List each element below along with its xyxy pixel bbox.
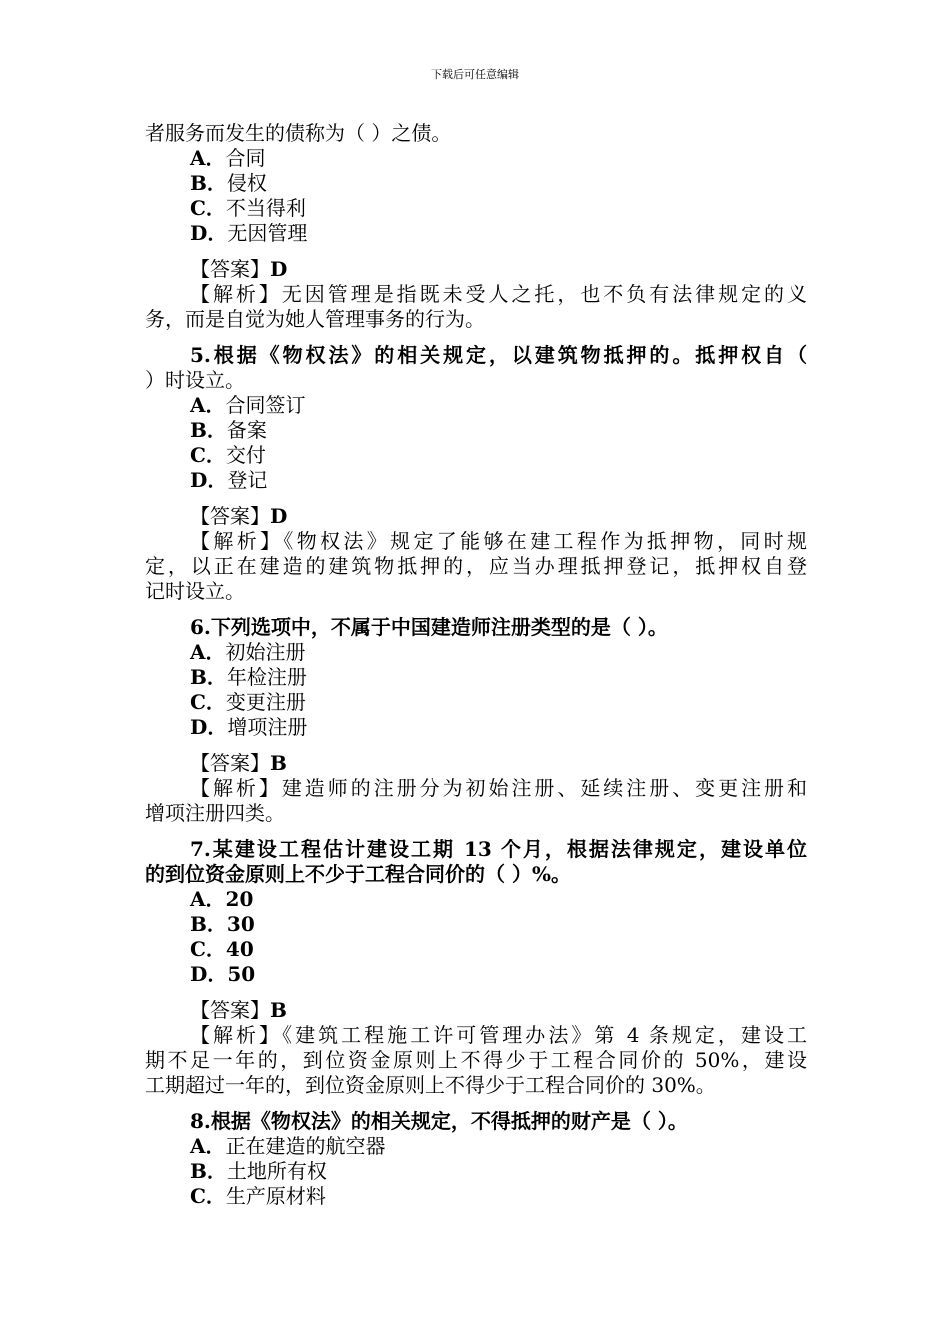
- analysis-line: 务，而是自觉为她人管理事务的行为。: [145, 307, 485, 331]
- analysis-line: 【解析】《建筑工程施工许可管理办法》第 4 条规定，建设工: [190, 1023, 807, 1047]
- analysis-line: 【解析】《物权法》规定了能够在建工程作为抵押物，同时规: [190, 529, 807, 553]
- answer: 【答案】D: [190, 257, 288, 281]
- question-6: 6.下列选项中，不属于中国建造师注册类型的是（ ）。: [190, 615, 668, 639]
- question-4-tail: 者服务而发生的债称为（ ）之债。: [145, 121, 452, 145]
- option-c: C．40: [190, 937, 254, 961]
- option-c: C．不当得利: [190, 196, 306, 220]
- option-c: C．交付: [190, 443, 266, 467]
- analysis-line: 定，以正在建造的建筑物抵押的，应当办理抵押登记，抵押权自登: [145, 554, 807, 578]
- analysis-line: 【解析】建造师的注册分为初始注册、延续注册、变更注册和: [190, 776, 807, 800]
- answer: 【答案】B: [190, 751, 287, 775]
- option-d: D．登记: [190, 468, 268, 492]
- page-header: 下载后可任意编辑: [431, 68, 519, 81]
- option-a: A．合同签订: [190, 393, 306, 417]
- option-b: B．备案: [190, 418, 267, 442]
- option-b: B．侵权: [190, 171, 267, 195]
- option-c: C．生产原材料: [190, 1184, 326, 1208]
- analysis-line: 期不足一年的，到位资金原则上不得少于工程合同价的 50%，建设: [145, 1048, 807, 1072]
- option-b: B．30: [190, 912, 255, 936]
- analysis-line: 工期超过一年的，到位资金原则上不得少于工程合同价的 30%。: [145, 1073, 716, 1097]
- option-d: D．无因管理: [190, 221, 308, 245]
- option-c: C．变更注册: [190, 690, 306, 714]
- question-5-cont: ）时设立。: [145, 368, 245, 392]
- question-5: 5.根据《物权法》的相关规定，以建筑物抵押的。抵押权自（: [190, 343, 807, 367]
- analysis-line: 【解析】无因管理是指既未受人之托，也不负有法律规定的义: [190, 282, 807, 306]
- question-7-cont: 的到位资金原则上不少于工程合同价的（ ）%。: [145, 862, 571, 886]
- analysis-line: 记时设立。: [145, 579, 245, 603]
- option-d: D．50: [190, 962, 256, 986]
- option-a: A．初始注册: [190, 640, 306, 664]
- option-a: A．20: [190, 887, 254, 911]
- answer: 【答案】D: [190, 504, 288, 528]
- option-b: B．年检注册: [190, 665, 307, 689]
- option-b: B．土地所有权: [190, 1159, 327, 1183]
- question-7: 7.某建设工程估计建设工期 13 个月，根据法律规定，建设单位: [190, 837, 807, 861]
- option-d: D．增项注册: [190, 715, 308, 739]
- option-a: A．正在建造的航空器: [190, 1134, 386, 1158]
- answer: 【答案】B: [190, 998, 287, 1022]
- document-body: [145, 121, 807, 1209]
- option-a: A．合同: [190, 146, 266, 170]
- analysis-line: 增项注册四类。: [145, 801, 285, 825]
- question-8: 8.根据《物权法》的相关规定，不得抵押的财产是（ ）。: [190, 1109, 688, 1133]
